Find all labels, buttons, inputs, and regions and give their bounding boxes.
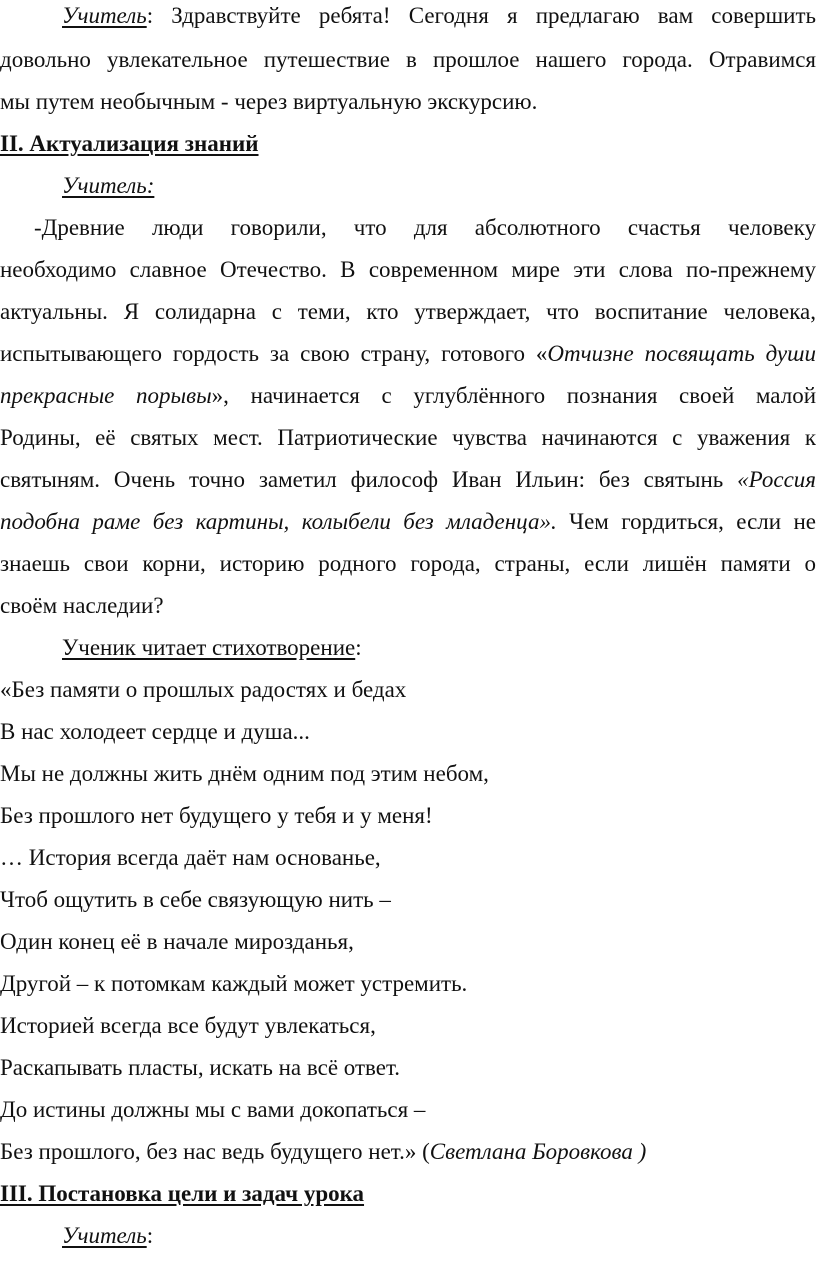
quote-ilyin-end: подобна раме без картины, колыбели без младенца». <box>0 509 557 534</box>
poem-line: Историей всегда все будут увлекаться, <box>0 1013 376 1038</box>
poem-line: Чтоб ощутить в себе связующую нить – <box>0 887 391 912</box>
quote-fatherland: Отчизне посвящать души <box>547 341 816 366</box>
section-2-teacher-label: Учитель: <box>62 173 155 198</box>
poem-line: … История всегда даёт нам основанье, <box>0 845 381 870</box>
intro-line-2: довольно увлекательное путешествие в прошлое нашего города. Отравимся <box>0 47 816 72</box>
paragraph-line-5: прекрасные порывы», начинается с углублённого познания своей малой <box>0 383 816 408</box>
teacher-label: Учитель <box>62 3 147 28</box>
poem-line: До истины должны мы с вами докопаться – <box>0 1097 426 1122</box>
poem-author: Светлана Боровкова ) <box>429 1139 647 1164</box>
poem-line: Без прошлого нет будущего у тебя и у меня! <box>0 803 433 828</box>
poem-intro: Ученик читает стихотворение: <box>62 635 362 660</box>
poem-line: В нас холодеет сердце и душа... <box>0 719 310 744</box>
paragraph-line-7: святыням. Очень точно заметил философ Иван Ильин: без святынь «Россия <box>0 467 816 492</box>
paragraph-line-3: актуальны. Я солидарна с теми, кто утверждает, что воспитание человека, <box>0 299 816 324</box>
intro-line-3: мы путем необычным - через виртуальную экскурсию. <box>0 89 538 114</box>
paragraph-line-8: подобна раме без картины, колыбели без младенца». Чем гордиться, если не <box>0 509 816 534</box>
paragraph-line-6: Родины, её святых мест. Патриотические чувства начинаются с уважения к <box>0 425 816 450</box>
section-2-heading: II. Актуализация знаний <box>0 131 259 156</box>
poem-line: Раскапывать пласты, искать на всё ответ. <box>0 1055 401 1080</box>
section-3-teacher-label: Учитель: <box>62 1223 154 1248</box>
paragraph-line-9: знаешь свои корни, историю родного города, страны, если лишён памяти о <box>0 551 816 576</box>
paragraph-line-2: необходимо славное Отечество. В современном мире эти слова по-прежнему <box>0 257 816 282</box>
poem-line: Мы не должны жить днём одним под этим небом, <box>0 761 489 786</box>
paragraph-line-10: своём наследии? <box>0 593 164 618</box>
section-3-heading: III. Постановка цели и задач урока <box>0 1181 365 1206</box>
poem-last-line: Без прошлого, без нас ведь будущего нет.» (Светлана Боровкова ) <box>0 1139 647 1164</box>
intro-line-1: Учитель: Здравствуйте ребята! Сегодня я предлагаю вам совершить <box>62 3 816 28</box>
quote-ilyin: «Россия <box>737 467 816 492</box>
poem-line: Один конец её в начале мирозданья, <box>0 929 354 954</box>
paragraph-line-4: испытывающего гордость за свою страну, готового «Отчизне посвящать души <box>0 341 816 366</box>
quote-fatherland-end: прекрасные порывы <box>0 383 212 408</box>
poem-line: «Без памяти о прошлых радостях и бедах <box>0 677 407 702</box>
poem-line: Другой – к потомкам каждый может устремить. <box>0 971 468 996</box>
paragraph-line-1: -Древние люди говорили, что для абсолютного счастья человеку <box>34 215 816 240</box>
